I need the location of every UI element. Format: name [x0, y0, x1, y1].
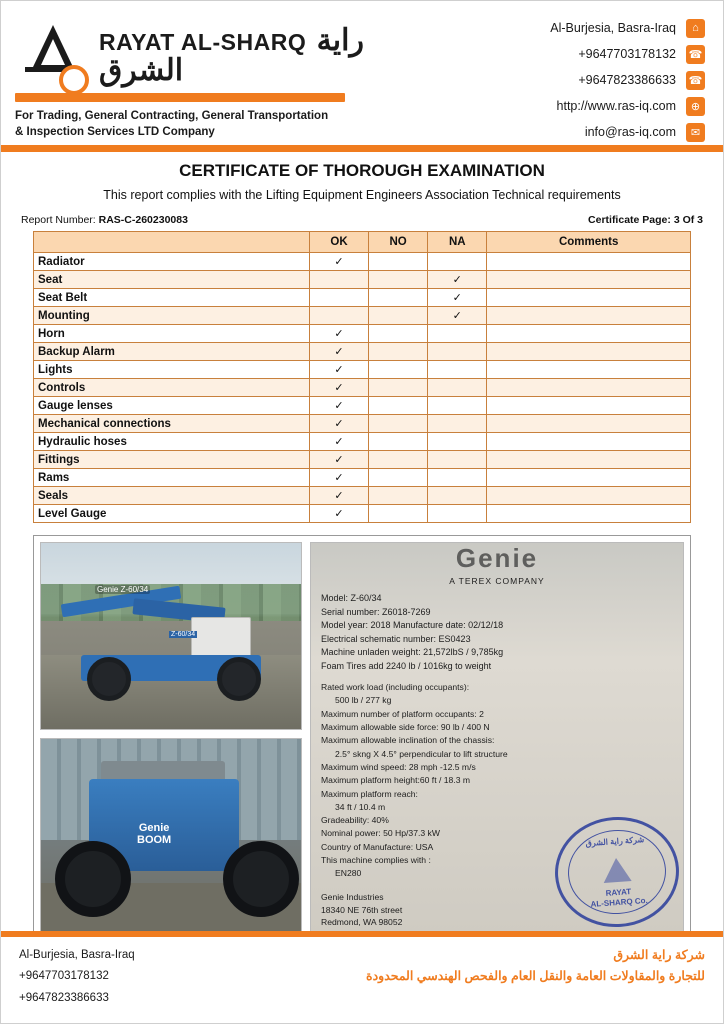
company-logo-block [15, 9, 385, 140]
cell-na [428, 343, 487, 361]
cell-ok [309, 307, 368, 325]
cell-na [428, 325, 487, 343]
photo-machine-caption: Genie Z-60/34 [97, 585, 149, 594]
cell-no [369, 253, 428, 271]
plate-spec-9: 34 ft / 10.4 m [335, 801, 386, 812]
footer-contact-block [19, 945, 135, 1023]
plate-line-foamtires: Foam Tires add 2240 lb / 1016kg to weight [321, 660, 492, 671]
cell-item: Radiator [34, 253, 310, 271]
cell-ok: ✓ [309, 379, 368, 397]
cell-item: Backup Alarm [34, 343, 310, 361]
contact-phone1-text: +9647703178132 [578, 47, 676, 61]
photo-serial-plate [310, 542, 684, 934]
cell-item: Horn [34, 325, 310, 343]
plate-spec-5: 2.5° skng X 4.5° perpendicular to lift structure [335, 748, 508, 759]
cell-item: Seals [34, 487, 310, 505]
plate-line-serial: Serial number: Z6018-7269 [321, 606, 431, 617]
cell-comments [487, 307, 691, 325]
cell-comments [487, 451, 691, 469]
company-tagline-line2: & Inspection Services LTD Company [15, 125, 215, 138]
cell-no [369, 505, 428, 523]
contact-block [385, 9, 709, 145]
cell-no [369, 343, 428, 361]
cell-no [369, 307, 428, 325]
cell-na: ✓ [428, 289, 487, 307]
cell-ok: ✓ [309, 253, 368, 271]
cell-item: Lights [34, 361, 310, 379]
plate-identity-lines [321, 592, 673, 673]
contact-website-text[interactable]: http://www.ras-iq.com [556, 99, 676, 113]
certificate-page-value: 3 Of 3 [673, 214, 703, 226]
cell-na [428, 487, 487, 505]
table-row [34, 379, 691, 397]
cell-comments [487, 343, 691, 361]
cell-comments [487, 379, 691, 397]
cell-comments [487, 415, 691, 433]
plate-brand-label: Genie [455, 543, 539, 573]
plate-spec-11: Nominal power: 50 Hp/37.3 kW [321, 828, 440, 839]
table-row [34, 433, 691, 451]
table-row [34, 487, 691, 505]
cell-comments [487, 289, 691, 307]
cell-item: Controls [34, 379, 310, 397]
inspection-table-wrap [1, 231, 723, 523]
stamp-english-line1: RAYAT [605, 886, 632, 898]
location-pin-icon: ⌂ [686, 19, 705, 38]
page-header [1, 1, 723, 143]
cell-no [369, 325, 428, 343]
cell-item: Fittings [34, 451, 310, 469]
contact-row-phone2 [385, 67, 705, 93]
plate-address-0: Genie Industries [321, 891, 384, 902]
contact-address-text: Al-Burjesia, Basra-Iraq [550, 21, 676, 35]
footer-arabic-block [366, 945, 705, 1023]
certificate-page-label: Certificate Page: [588, 214, 671, 226]
cell-ok: ✓ [309, 343, 368, 361]
photo-machine-side-label: Z-60/34 [171, 631, 196, 638]
cell-ok: ✓ [309, 505, 368, 523]
photo-column-left [40, 542, 302, 934]
company-name-en: RAYAT AL-SHARQ [99, 29, 307, 55]
cell-na [428, 415, 487, 433]
cell-no [369, 397, 428, 415]
footer-arabic-desc: للتجارة والمقاولات العامة والنقل العام والفحص الهندسي المحدودة [366, 969, 705, 984]
page-subtitle: This report complies with the Lifting Equipment Engineers Association Technical requirements [103, 188, 621, 202]
report-number-value: RAS-C-260230083 [98, 214, 188, 226]
contact-email-text[interactable]: info@ras-iq.com [584, 125, 676, 139]
photo-boom-lift-rear [40, 738, 302, 934]
plate-line-schematic: Electrical schematic number: ES0423 [321, 633, 471, 644]
plate-spec-3: Maximum allowable side force: 90 lb / 400 N [321, 721, 490, 732]
plate-spec-8: Maximum platform reach: [321, 788, 418, 799]
column-header-na: NA [428, 232, 487, 253]
cell-item: Mechanical connections [34, 415, 310, 433]
page-title: CERTIFICATE OF THOROUGH EXAMINATION [179, 161, 545, 180]
table-row [34, 289, 691, 307]
cell-ok: ✓ [309, 397, 368, 415]
table-header-row [34, 232, 691, 253]
cell-na [428, 379, 487, 397]
page-footer [1, 931, 723, 1023]
stamp-derrick-icon [602, 857, 632, 883]
cell-no [369, 271, 428, 289]
cell-comments [487, 433, 691, 451]
cell-comments [487, 505, 691, 523]
cell-comments [487, 469, 691, 487]
cell-na [428, 361, 487, 379]
cell-na: ✓ [428, 271, 487, 289]
footer-address: Al-Burjesia, Basra-Iraq [19, 949, 135, 961]
cell-comments [487, 271, 691, 289]
table-row [34, 451, 691, 469]
photo-rear-brand-label: Genie [138, 822, 170, 835]
cell-ok: ✓ [309, 451, 368, 469]
plate-spec-4: Maximum allowable inclination of the chassis: [321, 735, 495, 746]
cell-no [369, 469, 428, 487]
contact-row-phone1 [385, 41, 705, 67]
plate-address-2: Redmond, WA 98052 [321, 917, 403, 928]
cell-na [428, 469, 487, 487]
cell-no [369, 451, 428, 469]
contact-row-email[interactable] [385, 119, 705, 145]
cell-na [428, 451, 487, 469]
plate-spec-7: Maximum platform height:60 ft / 18.3 m [321, 775, 471, 786]
table-row [34, 469, 691, 487]
stamp-english-line2: AL-SHARQ Co. [590, 895, 648, 909]
cell-no [369, 487, 428, 505]
telephone-icon: ☎ [686, 45, 705, 64]
photo-panel [33, 535, 691, 941]
table-row [34, 307, 691, 325]
report-number-label: Report Number: [21, 214, 96, 226]
cell-ok: ✓ [309, 487, 368, 505]
stamp-arabic-text: شركة راية الشرق [585, 834, 645, 849]
footer-phone2: +9647823386633 [19, 991, 109, 1004]
cell-ok: ✓ [309, 415, 368, 433]
table-row [34, 253, 691, 271]
plate-spec-12: Country of Manufacture: USA [321, 841, 434, 852]
cell-comments [487, 253, 691, 271]
contact-row-address [385, 15, 705, 41]
column-header-comments: Comments [487, 232, 691, 253]
cell-item: Hydraulic hoses [34, 433, 310, 451]
cell-ok: ✓ [309, 361, 368, 379]
cell-no [369, 415, 428, 433]
logo-underline [15, 93, 345, 102]
report-meta-row [1, 202, 723, 231]
cell-item: Seat Belt [34, 289, 310, 307]
plate-spec-1: 500 lb / 277 kg [335, 695, 392, 706]
cell-comments [487, 325, 691, 343]
column-header-item [34, 232, 310, 253]
cell-na [428, 397, 487, 415]
column-header-ok: OK [309, 232, 368, 253]
table-row [34, 343, 691, 361]
column-header-no: NO [369, 232, 428, 253]
cell-comments [487, 361, 691, 379]
cell-item: Seat [34, 271, 310, 289]
cell-item: Rams [34, 469, 310, 487]
inspection-table [33, 231, 691, 523]
contact-row-website[interactable] [385, 93, 705, 119]
footer-arabic-name: شركة راية الشرق [613, 948, 705, 962]
cell-item: Gauge lenses [34, 397, 310, 415]
company-tagline-line1: For Trading, General Contracting, General Transportation [15, 110, 329, 122]
plate-address-1: 18340 NE 76th street [321, 904, 403, 915]
header-divider [1, 145, 723, 152]
plate-spec-10: Gradeability: 40% [321, 815, 389, 826]
cell-no [369, 361, 428, 379]
plate-line-model: Model: Z-60/34 [321, 593, 382, 603]
cell-comments [487, 487, 691, 505]
table-row [34, 397, 691, 415]
table-row [34, 325, 691, 343]
cell-item: Mounting [34, 307, 310, 325]
photo-rear-model-label: BOOM [137, 833, 172, 846]
cell-comments [487, 397, 691, 415]
company-name-ar: راية الشرق [99, 24, 364, 87]
cell-ok: ✓ [309, 325, 368, 343]
photo-boom-lift-side [40, 542, 302, 730]
cell-no [369, 379, 428, 397]
cell-na [428, 253, 487, 271]
cell-ok [309, 271, 368, 289]
plate-spec-13: This machine complies with : [321, 855, 431, 866]
cell-ok: ✓ [309, 433, 368, 451]
cell-ok [309, 289, 368, 307]
footer-phone1: +9647703178132 [19, 970, 109, 983]
cell-na [428, 433, 487, 451]
table-row [34, 361, 691, 379]
cell-ok: ✓ [309, 469, 368, 487]
table-row [34, 505, 691, 523]
envelope-icon: ✉ [686, 123, 705, 142]
oil-derrick-logo-icon [15, 23, 91, 89]
plate-spec-2: Maximum number of platform occupants: 2 [321, 708, 484, 719]
plate-spec-14: EN280 [335, 868, 362, 879]
plate-spec-0: Rated work load (including occupants): [321, 682, 470, 692]
cell-na [428, 505, 487, 523]
globe-icon: ⊕ [686, 97, 705, 116]
cell-item: Level Gauge [34, 505, 310, 523]
table-row [34, 415, 691, 433]
cell-na: ✓ [428, 307, 487, 325]
contact-phone2-text: +9647823386633 [578, 73, 676, 87]
table-row [34, 271, 691, 289]
plate-line-year: Model year: 2018 Manufacture date: 02/12/18 [321, 620, 504, 630]
cell-no [369, 433, 428, 451]
plate-spec-6: Maximum wind speed: 28 mph -12.5 m/s [321, 761, 476, 772]
mobile-phone-icon: ☎ [686, 71, 705, 90]
plate-company-label: A TEREX COMPANY [449, 576, 545, 586]
cell-no [369, 289, 428, 307]
plate-line-weight: Machine unladen weight: 21,572lbS / 9,785kg [321, 647, 504, 657]
